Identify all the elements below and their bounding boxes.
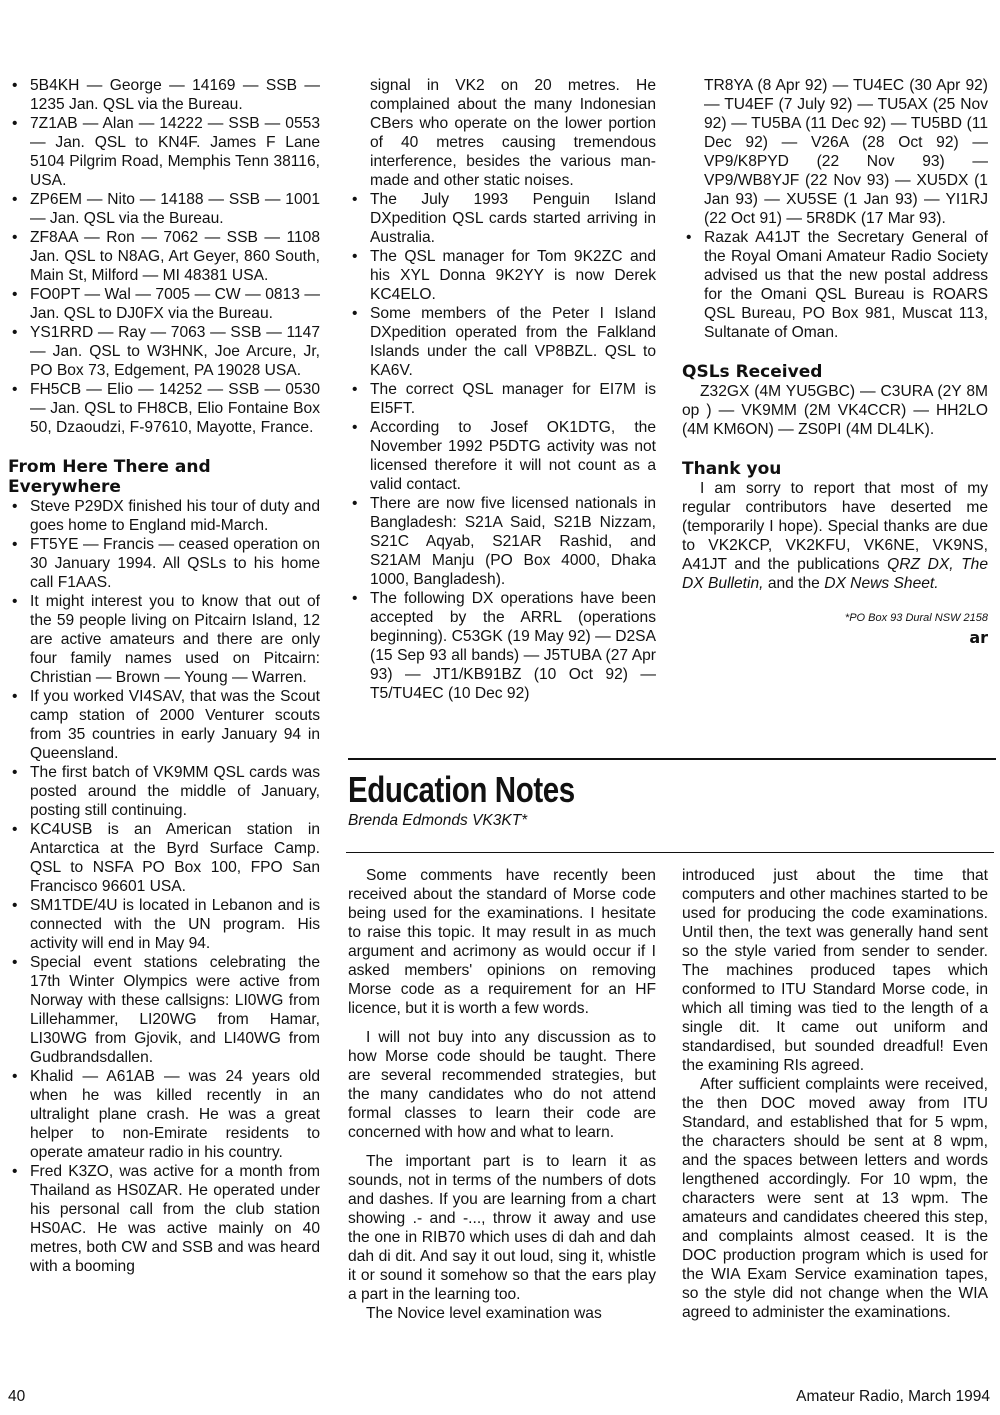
list-item: • Special event stations celebrating the 17th Winter Olympics were active from Norway with these callsigns: LI0WG from Lillehammer, LI20WG from Hamar, LI30WG from Gjovik, and LI40WG from Gudbrandsdallen. (8, 953, 320, 1067)
list-item: • ZP6EM — Nito — 14188 — SSB — 1001 — Jan. QSL via the Bureau. (8, 190, 320, 228)
list-item: • FO0PT — Wal — 7005 — CW — 0813 — Jan. QSL to DJ0FX via the Bureau. (8, 285, 320, 323)
thanks-text: I am sorry to report that most of my regular contributors have deserted me (temporarily I hope). Special thanks are due to VK2KCP, VK2KFU, VK6NE, VK9NS, A41JT and the publications (682, 480, 988, 573)
publication-name: DX News Sheet. (824, 575, 939, 592)
list-item: • There are now five licensed nationals in Bangladesh: S21A Said, S21B Nizzam, S21C Aqyab, S21AR Rashid, and S21AM Manju (PO Box 4000, Dhaka 1000, Bangladesh). (348, 494, 656, 589)
thanks-and: and the (763, 575, 825, 592)
paragraph: introduced just about the time that computers and other machines started to be used for producing the code examinations. Until then, the text was generally hand sent so the style varied from sender to sender. The machines produced tapes which conformed to ITU Standard Morse code, in which all timing was tied to the length of a single dit. It came out uniform and standardised, but sounded dreadful! Even the examining RIs agreed. (682, 867, 988, 1074)
list-item: • The QSL manager for Tom 9K2ZC and his XYL Donna 9K2YY is now Derek KC4ELO. (348, 247, 656, 304)
section-divider (348, 758, 996, 760)
paragraph: The Novice level examination was (366, 1305, 602, 1322)
list-item: • Khalid — A61AB — was 24 years old when he was killed recently in an ultralight plane crash. He was a great helper to non-Emirate residents to operate amateur radio in his country. (8, 1067, 320, 1162)
section-divider (346, 852, 994, 853)
list-item: • YS1RRD — Ray — 7063 — SSB — 1147 — Jan. QSL to W3HNK, Joe Arcure, Jr, PO Box 73, Edgement, PA 19028 USA. (8, 323, 320, 380)
news-list-continued-2 (682, 76, 988, 342)
list-item: • The correct QSL manager for EI7M is EI5FT. (348, 380, 656, 418)
paragraph: After sufficient complaints were received, the then DOC moved away from ITU Standard, and established that for 5 wpm, the characters should be sent at 8 wpm, and the spaces between letters and words lengthened accordingly. For 10 wpm, the characters were sent at 13 wpm. The amateurs and candidates cheered this step, and complaints almost ceased. It is the DOC production program which is used for the WIA Exam Service examination tapes, so the style did not change when the WIA agreed to administer the examinations. (682, 1076, 988, 1321)
list-item: • KC4USB is an American station in Antarctica at the Byrd Surface Camp. QSL to NSFA PO Box 100, FPO San Francisco 96601 USA. (8, 820, 320, 896)
list-item: • Some members of the Peter I Island DXpedition operated from the Falkland Islands under the call VP8BZL. QSL to KA6V. (348, 304, 656, 380)
thank-you-text (682, 479, 988, 593)
publication-footer: Amateur Radio, March 1994 (796, 1388, 990, 1405)
list-item: • FT5YE — Francis — ceased operation on 30 January 1994. All QSLs to his home call F1AAS. (8, 535, 320, 592)
list-item: • 5B4KH — George — 14169 — SSB — 1235 Jan. QSL via the Bureau. (8, 76, 320, 114)
list-item: • The following DX operations have been accepted by the ARRL (operations beginning). C53GK (19 May 92) — D2SA (15 Sep 93 all bands) — J5TUBA (27 Apr 93) — JT1/KB91BZ (10 Oct 92) — T5/TU4EC (10 Dec 92) (348, 589, 656, 703)
qsl-list (8, 76, 320, 437)
list-item: • It might interest you to know that out of the 59 people living on Pitcairn Island, 12 are active amateurs and there are only four family names used on Pitcairn: Christian — Brown — Young — Warren. (8, 592, 320, 687)
section-heading-qsls-received: QSLs Received (682, 362, 823, 382)
list-item: TR8YA (8 Apr 92) — TU4EC (30 Apr 92) — TU4EF (7 July 92) — TU5AX (25 Nov 92) — TU5BA (11 Dec 92) — TU5BD (11 Dec 92) — V26A (28 Oct 92) — VP9/K8PYD (22 Nov 93) — VP9/WB8YJF (22 Nov 93) — XU5DX (1 Jan 93) — XU5SE (1 Jan 93) — YI1RJ (22 Oct 91) — 5R8DK (17 Mar 93). (704, 77, 988, 227)
article-title: Education Notes (348, 769, 575, 810)
list-item: • If you worked VI4SAV, that was the Scout camp station of 2000 Venturer scouts from 35 countries in early January 94 in Queensland. (8, 687, 320, 763)
author-address: *PO Box 93 Dural NSW 2158 (844, 612, 988, 624)
qsls-received-text: Z32GX (4M YU5GBC) — C3URA (2Y 8M op ) — VK9MM (2M VK4CCR) — HH2LO (4M KM6ON) — ZS0PI (4M DL4LK). (682, 383, 988, 438)
news-list (8, 497, 320, 1276)
list-item: • According to Josef OK1DTG, the November 1992 P5DTG activity was not licensed therefore it will not count as a valid contact. (348, 418, 656, 494)
paragraph: I will not buy into any discussion as to how Morse code should be taught. There are several recommended strategies, but the many candidates who do not attend formal classes to learn their code are concerned with how and what to learn. (348, 1029, 656, 1141)
publication-names: QRZ DX, The DX Bulletin, (682, 556, 988, 592)
column-2 (348, 76, 656, 703)
section-heading-from-here: From Here There and Everywhere (8, 457, 211, 497)
section-heading-thank-you: Thank you (682, 459, 782, 479)
byline: Brenda Edmonds VK3KT* (348, 812, 528, 829)
paragraph: The important part is to learn it as sounds, not in terms of the numbers of dots and dashes. If you are learning from a chart showing .- and -..., throw it away and use the one in RIB70 which uses di dah and dah dah di dit. And say it out loud, sing it, whistle it or sound it somehow so that the ears play a part in the learning too. (348, 1153, 656, 1303)
list-item: signal in VK2 on 20 metres. He complained about the many Indonesian CBers who operate on the lower portion of 40 metres causing tremendous interference, besides the various man-made and other static noises. (370, 77, 656, 189)
education-column-right (682, 866, 988, 1322)
column-3 (682, 76, 988, 647)
news-list-continued (348, 76, 656, 703)
list-item: • The first batch of VK9MM QSL cards was posted around the middle of January, posting still continuing. (8, 763, 320, 820)
paragraph: Some comments have recently been received about the standard of Morse code being used for the examinations. I hesitate to raise this topic. It may result in as much argument and acrimony as would occur if I asked members' opinions on removing Morse code as a requirement for an HF licence, but it is worth a few words. (348, 867, 656, 1017)
education-column-left (348, 866, 656, 1323)
list-item: • SM1TDE/4U is located in Lebanon and is connected with the UN program. His activity will end in May 94. (8, 896, 320, 953)
list-item: • Razak A41JT the Secretary General of the Royal Omani Amateur Radio Society advised us that the new postal address for the Omani QSL Bureau is ROARS QSL Bureau, PO Box 981, Muscat 113, Sultanate of Oman. (682, 228, 988, 342)
list-item: • 7Z1AB — Alan — 14222 — SSB — 0553 — Jan. QSL to KN4F. James F Lane 5104 Pilgrim Road, Memphis Tenn 38116, USA. (8, 114, 320, 190)
page-number: 40 (8, 1388, 26, 1405)
list-item: • Steve P29DX finished his tour of duty and goes home to England mid-March. (8, 497, 320, 535)
list-item: • FH5CB — Elio — 14252 — SSB — 0530 — Jan. QSL to FH8CB, Elio Fontaine Box 50, Dzaoudzi, F-97610, Mayotte, France. (8, 380, 320, 437)
column-1 (8, 76, 320, 1276)
list-item: • The July 1993 Penguin Island DXpedition QSL cards started arriving in Australia. (348, 190, 656, 247)
list-item: • ZF8AA — Ron — 7062 — SSB — 1108 Jan. QSL to N8AG, Art Geyer, 860 South, Main St, Milford — MI 48381 USA. (8, 228, 320, 285)
list-item: • Fred K3ZO, was active for a month from Thailand as HS0ZAR. He operated under his personal call from the club station HS0AC. He was active mainly on 40 metres, both CW and SSB and was heard with a booming (8, 1162, 320, 1276)
end-mark: ar (969, 628, 988, 647)
